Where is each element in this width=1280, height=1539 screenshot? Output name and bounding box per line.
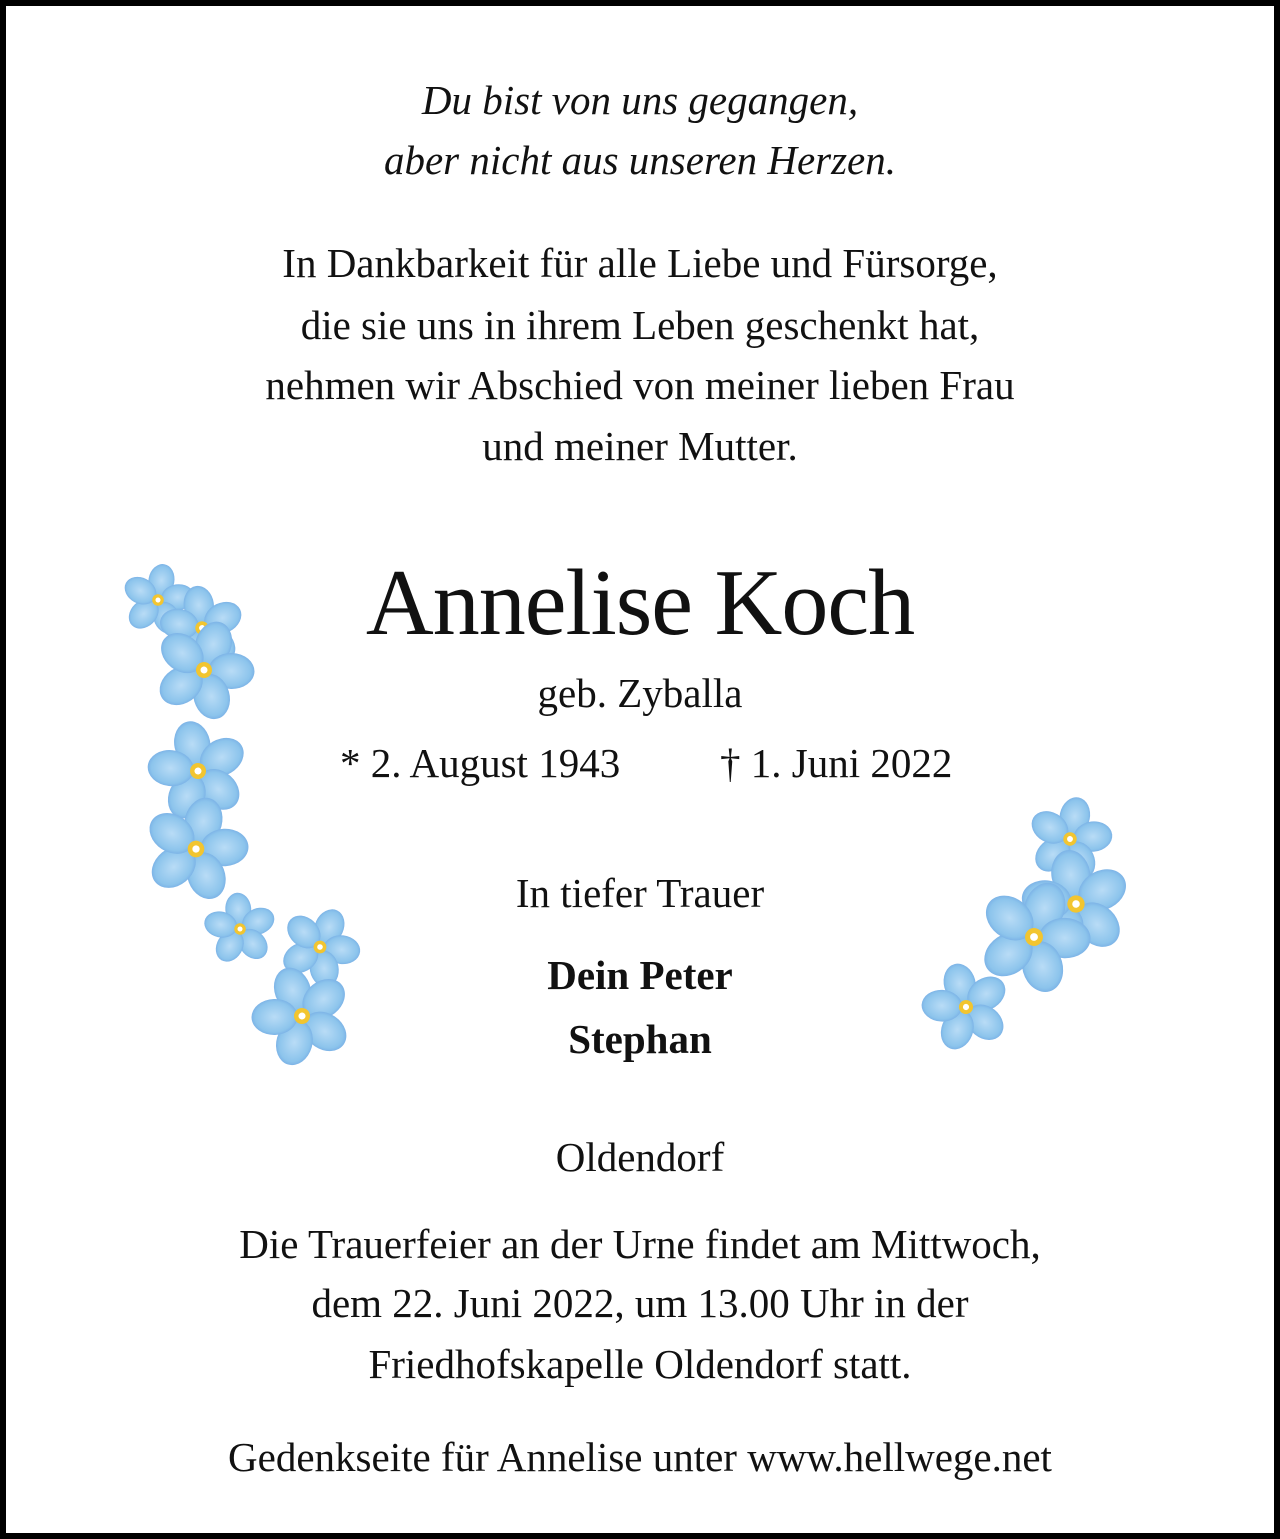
quote-line-2: aber nicht aus unseren Herzen. bbox=[383, 137, 897, 183]
place: Oldendorf bbox=[555, 1134, 725, 1180]
ceremony-line-1: Die Trauerfeier an der Urne findet am Mittwoch, bbox=[239, 1221, 1041, 1267]
dedication-line-3: nehmen wir Abschied von meiner lieben Frau bbox=[265, 362, 1015, 408]
deceased-name: Annelise Koch bbox=[365, 551, 915, 655]
memorial-page-link[interactable]: Gedenkseite für Annelise unter www.hellwege.net bbox=[228, 1434, 1052, 1480]
maiden-name: geb. Zyballa bbox=[537, 670, 743, 716]
mourner-1: Dein Peter bbox=[547, 952, 733, 998]
dedication-line-2: die sie uns in ihrem Leben geschenkt hat, bbox=[300, 302, 980, 348]
dedication-line-1: In Dankbarkeit für alle Liebe und Fürsorge, bbox=[282, 240, 998, 286]
ceremony-line-3: Friedhofskapelle Oldendorf statt. bbox=[368, 1341, 912, 1387]
mourning-intro: In tiefer Trauer bbox=[515, 870, 765, 916]
ceremony-line-2: dem 22. Juni 2022, um 13.00 Uhr in der bbox=[311, 1280, 969, 1326]
mourner-2: Stephan bbox=[568, 1016, 712, 1062]
birth-date: * 2. August 1943 bbox=[340, 740, 621, 786]
quote-line-1: Du bist von uns gegangen, bbox=[421, 77, 859, 123]
death-date: † 1. Juni 2022 bbox=[720, 740, 953, 786]
dedication-line-4: und meiner Mutter. bbox=[482, 423, 798, 469]
